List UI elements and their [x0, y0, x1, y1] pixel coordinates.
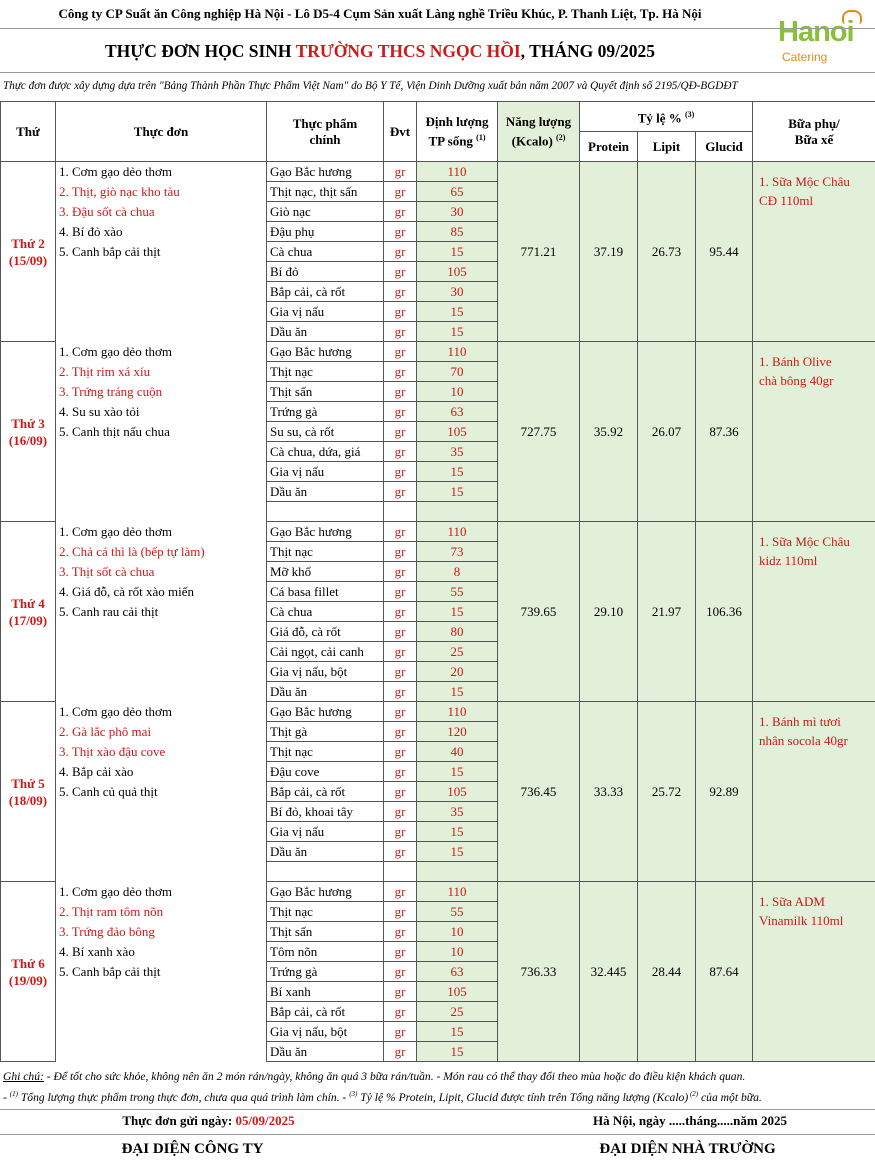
qty-cell: 15	[417, 322, 498, 342]
snack-cell	[753, 342, 875, 522]
food-item: Trứng gà	[267, 962, 384, 982]
unit-cell: gr	[384, 982, 417, 1002]
unit-cell: gr	[384, 682, 417, 702]
energy-value: 736.45	[498, 702, 580, 882]
unit-cell: gr	[384, 402, 417, 422]
qty-cell: 10	[417, 382, 498, 402]
divider	[0, 72, 875, 73]
qty-cell: 15	[417, 302, 498, 322]
food-item: Gạo Bắc hương	[267, 522, 384, 542]
qty-cell: 65	[417, 182, 498, 202]
snack-cell	[753, 702, 875, 882]
qty-cell: 55	[417, 902, 498, 922]
unit-cell: gr	[384, 762, 417, 782]
lipit-value: 26.07	[638, 342, 696, 522]
day-date: (17/09)	[8, 612, 48, 628]
col-ratio	[580, 102, 753, 132]
unit-cell	[384, 502, 417, 522]
col-food	[267, 102, 384, 162]
dish-item	[56, 842, 267, 862]
table-header	[1, 102, 875, 162]
qty-cell: 110	[417, 342, 498, 362]
unit-cell: gr	[384, 722, 417, 742]
dish-item: 4. Giá đỗ, cà rốt xào miến	[56, 582, 267, 602]
dish-item: 3. Trứng tráng cuộn	[56, 382, 267, 402]
day-date: (18/09)	[8, 792, 48, 808]
qty-cell: 110	[417, 882, 498, 902]
snack-line1: 1. Bánh mì tươi	[759, 714, 841, 729]
unit-cell: gr	[384, 922, 417, 942]
day-name: Thứ 2	[11, 235, 45, 251]
day-date: (15/09)	[8, 252, 48, 268]
qty-cell: 55	[417, 582, 498, 602]
col-day: Thứ	[1, 102, 56, 162]
dish-item	[56, 462, 267, 482]
food-item: Trứng gà	[267, 402, 384, 422]
day-name: Thứ 3	[11, 415, 45, 431]
food-item: Giò nạc	[267, 202, 384, 222]
dish-item: 5. Canh bắp cải thịt	[56, 962, 267, 982]
qty-cell: 70	[417, 362, 498, 382]
col-unit: Đvt	[384, 102, 417, 162]
food-item: Gạo Bắc hương	[267, 342, 384, 362]
food-item: Gạo Bắc hương	[267, 162, 384, 182]
protein-value: 33.33	[580, 702, 638, 882]
sent-label: Thực đơn gửi ngày:	[122, 1113, 236, 1128]
qty-cell: 15	[417, 1042, 498, 1062]
unit-cell: gr	[384, 742, 417, 762]
energy-value: 739.65	[498, 522, 580, 702]
unit-cell: gr	[384, 542, 417, 562]
table-row	[1, 882, 875, 902]
col-qty-sup: (1)	[476, 132, 486, 142]
dish-item: 3. Thịt sốt cà chua	[56, 562, 267, 582]
dish-item: 1. Cơm gạo dẻo thơm	[56, 882, 267, 902]
dish-item: 2. Thịt, giò nạc kho tàu	[56, 182, 267, 202]
snack-line2: kidz 110ml	[759, 553, 818, 568]
dish-item	[56, 862, 267, 882]
food-item: Thịt gà	[267, 722, 384, 742]
unit-cell: gr	[384, 342, 417, 362]
hanoi-catering-logo	[770, 10, 865, 70]
food-item: Bí đỏ, khoai tây	[267, 802, 384, 822]
dish-item	[56, 642, 267, 662]
qty-cell: 15	[417, 482, 498, 502]
dish-item: 1. Cơm gạo dẻo thơm	[56, 162, 267, 182]
day-name: Thứ 6	[11, 955, 45, 971]
qty-cell: 15	[417, 822, 498, 842]
glucid-value: 87.36	[696, 342, 753, 522]
food-item: Bắp cải, cà rốt	[267, 282, 384, 302]
unit-cell: gr	[384, 262, 417, 282]
glucid-value: 87.64	[696, 882, 753, 1062]
lipit-value: 28.44	[638, 882, 696, 1062]
qty-cell: 110	[417, 522, 498, 542]
col-food-line1: Thực phẩm	[292, 115, 358, 131]
qty-cell: 85	[417, 222, 498, 242]
qty-cell: 40	[417, 742, 498, 762]
lipit-value: 25.72	[638, 702, 696, 882]
sent-date-line	[0, 1113, 417, 1129]
place-date: Hà Nội, ngày .....tháng.....năm 2025	[593, 1113, 787, 1128]
food-item: Dầu ăn	[267, 682, 384, 702]
logo-word: Hanoi	[778, 16, 854, 48]
qty-cell: 15	[417, 762, 498, 782]
protein-value: 32.445	[580, 882, 638, 1062]
col-energy-line2: (Kcalo)	[511, 133, 553, 149]
table-row	[1, 342, 875, 362]
food-item: Su su, cà rốt	[267, 422, 384, 442]
dish-item: 2. Chả cá thì là (bếp tự làm)	[56, 542, 267, 562]
food-item: Cà chua, dứa, giá	[267, 442, 384, 462]
food-item: Thịt nạc	[267, 902, 384, 922]
food-item: Cải ngọt, cải canh	[267, 642, 384, 662]
unit-cell: gr	[384, 482, 417, 502]
table-body	[1, 162, 875, 1062]
unit-cell: gr	[384, 182, 417, 202]
col-qty-line2: TP sống	[428, 133, 473, 149]
dish-item: 5. Canh củ quả thịt	[56, 782, 267, 802]
qty-cell: 105	[417, 782, 498, 802]
page-title	[0, 34, 760, 68]
unit-cell: gr	[384, 802, 417, 822]
note2-text2: Tỷ lệ % Protein, Lipit, Glucid được tính trên Tổng năng lượng (Kcalo)	[357, 1090, 689, 1104]
food-item: Gia vị nấu, bột	[267, 1022, 384, 1042]
food-item: Giá đỗ, cà rốt	[267, 622, 384, 642]
day-cell	[1, 882, 56, 1062]
dish-item: 4. Bí đỏ xào	[56, 222, 267, 242]
note2-sup3: (3)	[349, 1090, 358, 1098]
note2-prefix: -	[3, 1090, 10, 1104]
unit-cell: gr	[384, 162, 417, 182]
day-cell	[1, 522, 56, 702]
note2-text1: Tổng lượng thực phẩm trong thực đơn, chưa qua quá trình làm chín. -	[17, 1090, 350, 1104]
unit-cell: gr	[384, 902, 417, 922]
unit-cell: gr	[384, 622, 417, 642]
divider	[0, 1109, 875, 1110]
unit-cell: gr	[384, 322, 417, 342]
col-protein: Protein	[580, 132, 638, 162]
day-cell	[1, 702, 56, 882]
lipit-value: 21.97	[638, 522, 696, 702]
table-row	[1, 702, 875, 722]
dish-item	[56, 682, 267, 702]
qty-cell	[417, 862, 498, 882]
qty-cell: 30	[417, 202, 498, 222]
qty-cell: 10	[417, 942, 498, 962]
snack-line1: 1. Sữa ADM	[759, 894, 825, 909]
day-date: (16/09)	[8, 432, 48, 448]
energy-value: 771.21	[498, 162, 580, 342]
food-item: Thịt nạc	[267, 542, 384, 562]
qty-cell: 15	[417, 842, 498, 862]
unit-cell: gr	[384, 222, 417, 242]
qty-cell: 35	[417, 802, 498, 822]
qty-cell: 35	[417, 442, 498, 462]
food-item	[267, 862, 384, 882]
unit-cell: gr	[384, 962, 417, 982]
unit-cell: gr	[384, 1022, 417, 1042]
protein-value: 29.10	[580, 522, 638, 702]
unit-cell: gr	[384, 642, 417, 662]
qty-cell: 120	[417, 722, 498, 742]
col-snack-line2: Bữa xế	[794, 131, 834, 147]
unit-cell: gr	[384, 842, 417, 862]
note-text-1: - Để tốt cho sức khỏe, không nên ăn 2 món rán/ngày, không ăn quá 3 bữa rán/tuần. - Món rau có thể thay đổi theo mùa hoặc do điều kiện khách quan.	[43, 1070, 746, 1083]
energy-value: 736.33	[498, 882, 580, 1062]
food-item: Đậu cove	[267, 762, 384, 782]
snack-line1: 1. Sữa Mộc Châu	[759, 534, 850, 549]
unit-cell: gr	[384, 382, 417, 402]
dish-item: 1. Cơm gạo dẻo thơm	[56, 522, 267, 542]
unit-cell: gr	[384, 562, 417, 582]
food-item: Bắp cải, cà rốt	[267, 1002, 384, 1022]
dish-item: 2. Thịt ram tôm nõn	[56, 902, 267, 922]
note-line-2	[3, 1090, 762, 1104]
food-item: Thịt nạc, thịt sấn	[267, 182, 384, 202]
col-energy-line1: Năng lượng	[505, 113, 572, 129]
dish-item: 5. Canh bắp cải thịt	[56, 242, 267, 262]
food-item: Gia vị nấu	[267, 302, 384, 322]
food-item: Gạo Bắc hương	[267, 882, 384, 902]
food-item: Tôm nõn	[267, 942, 384, 962]
qty-cell: 10	[417, 922, 498, 942]
food-item: Bí xanh	[267, 982, 384, 1002]
dish-item	[56, 482, 267, 502]
snack-line2: nhân socola 40gr	[759, 733, 848, 748]
dish-item	[56, 302, 267, 322]
unit-cell: gr	[384, 582, 417, 602]
snack-cell	[753, 882, 875, 1062]
school-signature-label: ĐẠI DIỆN NHÀ TRƯỜNG	[599, 1141, 776, 1157]
glucid-value: 92.89	[696, 702, 753, 882]
snack-cell	[753, 162, 875, 342]
col-ratio-sup: (3)	[685, 109, 695, 119]
lipit-value: 26.73	[638, 162, 696, 342]
unit-cell: gr	[384, 882, 417, 902]
dish-item	[56, 662, 267, 682]
qty-cell: 15	[417, 462, 498, 482]
title-school: TRƯỜNG THCS NGỌC HỒI	[295, 41, 521, 61]
col-menu: Thực đơn	[56, 102, 267, 162]
day-date: (19/09)	[8, 972, 48, 988]
divider	[0, 1134, 875, 1135]
dish-item	[56, 822, 267, 842]
col-food-line2: chính	[309, 131, 341, 147]
dish-item	[56, 262, 267, 282]
dish-item	[56, 1042, 267, 1062]
dish-item: 4. Bắp cải xào	[56, 762, 267, 782]
qty-cell: 105	[417, 982, 498, 1002]
col-energy-sup: (2)	[556, 132, 566, 142]
dish-item	[56, 622, 267, 642]
energy-value: 727.75	[498, 342, 580, 522]
title-suffix: , THÁNG 09/2025	[520, 41, 656, 61]
day-cell	[1, 162, 56, 342]
qty-cell: 80	[417, 622, 498, 642]
unit-cell: gr	[384, 662, 417, 682]
logo-sub: Catering	[782, 50, 828, 64]
food-item: Thịt nạc	[267, 742, 384, 762]
unit-cell: gr	[384, 422, 417, 442]
qty-cell: 15	[417, 602, 498, 622]
food-item: Cà chua	[267, 602, 384, 622]
protein-value: 35.92	[580, 342, 638, 522]
food-item: Dầu ăn	[267, 482, 384, 502]
company-header: Công ty CP Suất ăn Công nghiệp Hà Nội - Lô D5-4 Cụm Sản xuất Làng nghề Triều Khúc, P. Thanh Liệt, Tp. Hà Nội	[58, 6, 702, 21]
col-lipit: Lipit	[638, 132, 696, 162]
snack-line2: chà bông 40gr	[759, 373, 834, 388]
table-row	[1, 522, 875, 542]
note2-text3: của một bữa.	[698, 1090, 762, 1104]
qty-cell: 8	[417, 562, 498, 582]
dish-item: 1. Cơm gạo dẻo thơm	[56, 342, 267, 362]
col-ratio-label: Tỷ lệ %	[637, 110, 682, 126]
qty-cell: 105	[417, 422, 498, 442]
unit-cell: gr	[384, 702, 417, 722]
snack-line2: CĐ 110ml	[759, 193, 814, 208]
col-energy	[498, 102, 580, 162]
food-item: Gia vị nấu	[267, 462, 384, 482]
table-row	[1, 162, 875, 182]
dish-item	[56, 502, 267, 522]
food-item: Gia vị nấu	[267, 822, 384, 842]
qty-cell: 110	[417, 702, 498, 722]
food-item: Gạo Bắc hương	[267, 702, 384, 722]
dish-item: 1. Cơm gạo dẻo thơm	[56, 702, 267, 722]
menu-table	[0, 101, 875, 1062]
snack-line2: Vinamilk 110ml	[759, 913, 844, 928]
divider	[0, 28, 875, 29]
unit-cell: gr	[384, 242, 417, 262]
company-signature-label: ĐẠI DIỆN CÔNG TY	[121, 1141, 264, 1157]
qty-cell: 25	[417, 642, 498, 662]
unit-cell	[384, 862, 417, 882]
note-line-1	[3, 1070, 745, 1083]
unit-cell: gr	[384, 362, 417, 382]
note2-sup1: (1)	[9, 1090, 18, 1098]
unit-cell: gr	[384, 782, 417, 802]
food-item: Mỡ khổ	[267, 562, 384, 582]
unit-cell: gr	[384, 522, 417, 542]
dish-item: 5. Canh rau cải thịt	[56, 602, 267, 622]
dish-item: 3. Đậu sốt cà chua	[56, 202, 267, 222]
food-item: Đậu phụ	[267, 222, 384, 242]
unit-cell: gr	[384, 202, 417, 222]
qty-cell	[417, 502, 498, 522]
unit-cell: gr	[384, 822, 417, 842]
dish-item: 2. Gà lắc phô mai	[56, 722, 267, 742]
food-item	[267, 502, 384, 522]
food-item: Cà chua	[267, 242, 384, 262]
food-item: Gia vị nấu, bột	[267, 662, 384, 682]
glucid-value: 95.44	[696, 162, 753, 342]
day-name: Thứ 5	[11, 775, 45, 791]
dish-item: 4. Su su xào tỏi	[56, 402, 267, 422]
food-item: Dầu ăn	[267, 842, 384, 862]
food-item: Thịt sấn	[267, 922, 384, 942]
unit-cell: gr	[384, 442, 417, 462]
food-item: Bí đỏ	[267, 262, 384, 282]
food-item: Thịt sấn	[267, 382, 384, 402]
food-item: Cá basa fillet	[267, 582, 384, 602]
snack-cell	[753, 522, 875, 702]
qty-cell: 30	[417, 282, 498, 302]
title-prefix: THỰC ĐƠN HỌC SINH	[104, 41, 296, 61]
qty-cell: 15	[417, 682, 498, 702]
food-item: Dầu ăn	[267, 322, 384, 342]
dish-item	[56, 1002, 267, 1022]
food-item: Bắp cải, cà rốt	[267, 782, 384, 802]
unit-cell: gr	[384, 1002, 417, 1022]
snack-line1: 1. Bánh Olive	[759, 354, 832, 369]
qty-cell: 15	[417, 1022, 498, 1042]
dish-item	[56, 442, 267, 462]
qty-cell: 25	[417, 1002, 498, 1022]
unit-cell: gr	[384, 1042, 417, 1062]
qty-cell: 63	[417, 402, 498, 422]
dish-item	[56, 1022, 267, 1042]
food-item: Dầu ăn	[267, 1042, 384, 1062]
dish-item: 4. Bí xanh xào	[56, 942, 267, 962]
col-snack-line1: Bữa phụ/	[788, 115, 840, 131]
dish-item	[56, 322, 267, 342]
unit-cell: gr	[384, 282, 417, 302]
col-glucid: Glucid	[696, 132, 753, 162]
qty-cell: 73	[417, 542, 498, 562]
glucid-value: 106.36	[696, 522, 753, 702]
unit-cell: gr	[384, 462, 417, 482]
note2-sup2: (2)	[688, 1090, 699, 1098]
qty-cell: 20	[417, 662, 498, 682]
dish-item: 3. Thịt xào đậu cove	[56, 742, 267, 762]
food-item: Thịt nạc	[267, 362, 384, 382]
qty-cell: 15	[417, 242, 498, 262]
sent-date: 05/09/2025	[235, 1113, 295, 1128]
qty-cell: 63	[417, 962, 498, 982]
col-qty	[417, 102, 498, 162]
col-qty-line1: Định lượng	[425, 113, 489, 129]
snack-line1: 1. Sữa Mộc Châu	[759, 174, 850, 189]
dish-item: 2. Thịt rim xá xíu	[56, 362, 267, 382]
dish-item	[56, 802, 267, 822]
qty-cell: 105	[417, 262, 498, 282]
unit-cell: gr	[384, 942, 417, 962]
unit-cell: gr	[384, 302, 417, 322]
intro-note: Thực đơn được xây dựng dựa trên "Bảng Thành Phần Thực Phẩm Việt Nam" do Bộ Y Tế, Viện Dinh Dưỡng xuất bản năm 2007 và Quyết định số 2195/QĐ-BGDĐT	[3, 80, 738, 92]
dish-item	[56, 282, 267, 302]
day-cell	[1, 342, 56, 522]
note-label: Ghi chú:	[3, 1070, 44, 1083]
dish-item	[56, 982, 267, 1002]
qty-cell: 110	[417, 162, 498, 182]
dish-item: 3. Trứng đảo bông	[56, 922, 267, 942]
day-name: Thứ 4	[11, 595, 45, 611]
dish-item: 5. Canh thịt nấu chua	[56, 422, 267, 442]
protein-value: 37.19	[580, 162, 638, 342]
unit-cell: gr	[384, 602, 417, 622]
col-snack	[753, 102, 875, 162]
